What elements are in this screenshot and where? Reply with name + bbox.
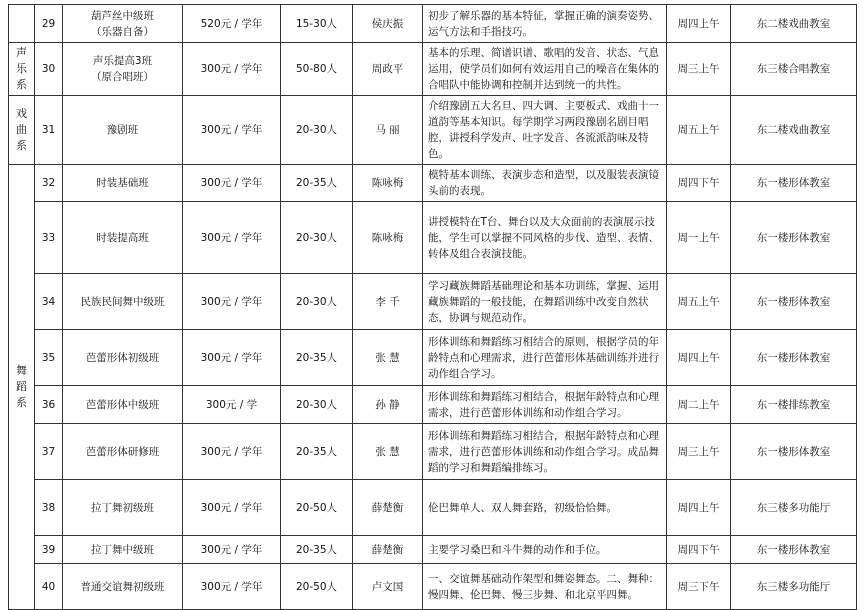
course-number: 29 bbox=[35, 5, 63, 43]
table-row bbox=[9, 5, 857, 43]
class-size: 20-30人 bbox=[281, 386, 353, 424]
course-fee: 300元 / 学 bbox=[183, 386, 281, 424]
class-time: 周五上午 bbox=[667, 274, 731, 330]
department-cell-empty bbox=[9, 5, 35, 43]
department-label: 舞蹈系 bbox=[16, 364, 27, 409]
classroom: 东三楼多功能厅 bbox=[731, 480, 857, 536]
class-time: 周四下午 bbox=[667, 536, 731, 564]
course-name: 普通交谊舞初级班 bbox=[63, 564, 183, 610]
course-description: 讲授模特在T台、舞台以及大众面前的表演展示技能，学生可以掌握不同风格的步伐、造型、表情、转体及组合表演技能。 bbox=[423, 202, 667, 274]
course-number: 36 bbox=[35, 386, 63, 424]
class-size: 20-30人 bbox=[281, 96, 353, 165]
teacher-name: 陈咏梅 bbox=[353, 202, 423, 274]
course-description: 主要学习桑巴和斗牛舞的动作和手位。 bbox=[423, 536, 667, 564]
class-time: 周二上午 bbox=[667, 386, 731, 424]
course-fee: 300元 / 学年 bbox=[183, 424, 281, 480]
table-row bbox=[9, 536, 857, 564]
course-number: 37 bbox=[35, 424, 63, 480]
course-fee: 300元 / 学年 bbox=[183, 536, 281, 564]
course-number: 40 bbox=[35, 564, 63, 610]
department-label: 声乐系 bbox=[16, 46, 27, 91]
classroom: 东一楼形体教室 bbox=[731, 536, 857, 564]
course-name: 芭蕾形体研修班 bbox=[63, 424, 183, 480]
class-size: 20-35人 bbox=[281, 424, 353, 480]
department-cell-dance bbox=[9, 165, 35, 610]
course-name: 民族民间舞中级班 bbox=[63, 274, 183, 330]
course-name: 豫剧班 bbox=[63, 96, 183, 165]
class-size: 20-35人 bbox=[281, 536, 353, 564]
teacher-name: 薛楚衡 bbox=[353, 480, 423, 536]
classroom: 东二楼戏曲教室 bbox=[731, 5, 857, 43]
course-fee: 300元 / 学年 bbox=[183, 330, 281, 386]
table-row bbox=[9, 165, 857, 202]
teacher-name: 孙 静 bbox=[353, 386, 423, 424]
course-fee: 300元 / 学年 bbox=[183, 43, 281, 96]
class-size: 20-50人 bbox=[281, 564, 353, 610]
class-size: 20-30人 bbox=[281, 202, 353, 274]
course-number: 33 bbox=[35, 202, 63, 274]
class-time: 周四上午 bbox=[667, 330, 731, 386]
teacher-name: 卢文国 bbox=[353, 564, 423, 610]
classroom: 东一楼形体教室 bbox=[731, 424, 857, 480]
department-cell-vocal bbox=[9, 43, 35, 96]
classroom: 东一楼形体教室 bbox=[731, 330, 857, 386]
class-size: 20-35人 bbox=[281, 330, 353, 386]
course-name: 时装提高班 bbox=[63, 202, 183, 274]
course-description: 初步了解乐器的基本特征，掌握正确的演奏姿势、运气方法和手指技巧。 bbox=[423, 5, 667, 43]
teacher-name: 马 丽 bbox=[353, 96, 423, 165]
course-name: 拉丁舞初级班 bbox=[63, 480, 183, 536]
course-description: 基本的乐理、简谱识谱、歌唱的发音、状态、气息运用，使学员们如何有效运用自己的噪音在集体的合唱队中能协调和控制并达到统一的共性。 bbox=[423, 43, 667, 96]
teacher-name: 薛楚衡 bbox=[353, 536, 423, 564]
class-time: 周三上午 bbox=[667, 43, 731, 96]
course-name: 葫芦丝中级班 （乐器自备） bbox=[63, 5, 183, 43]
class-time: 周三下午 bbox=[667, 564, 731, 610]
course-fee: 300元 / 学年 bbox=[183, 480, 281, 536]
course-number: 39 bbox=[35, 536, 63, 564]
table-row bbox=[9, 480, 857, 536]
course-number: 30 bbox=[35, 43, 63, 96]
class-time: 周三上午 bbox=[667, 424, 731, 480]
table-row bbox=[9, 274, 857, 330]
course-number: 32 bbox=[35, 165, 63, 202]
class-size: 20-35人 bbox=[281, 165, 353, 202]
classroom: 东二楼戏曲教室 bbox=[731, 96, 857, 165]
class-size: 20-50人 bbox=[281, 480, 353, 536]
course-fee: 300元 / 学年 bbox=[183, 96, 281, 165]
course-fee: 300元 / 学年 bbox=[183, 564, 281, 610]
teacher-name: 张 慧 bbox=[353, 330, 423, 386]
course-description: 伦巴舞单人、双人舞套路，初级恰恰舞。 bbox=[423, 480, 667, 536]
class-time: 周四上午 bbox=[667, 480, 731, 536]
course-number: 38 bbox=[35, 480, 63, 536]
course-name: 芭蕾形体初级班 bbox=[63, 330, 183, 386]
department-label: 戏曲系 bbox=[16, 107, 27, 152]
course-description: 形体训练和舞蹈练习相结合，根据年龄特点和心理需求，进行芭蕾形体训练和动作组合学习。 bbox=[423, 386, 667, 424]
class-size: 15-30人 bbox=[281, 5, 353, 43]
course-description: 形体训练和舞蹈练习相结合，根据年龄特点和心理需求，进行芭蕾形体训练和动作组合学习。成品舞蹈的学习和舞蹈编排练习。 bbox=[423, 424, 667, 480]
course-description: 形体训练和舞蹈练习相结合的原则，根据学员的年龄特点和心理需求，进行芭蕾形体基础训练并进行动作组合学习。 bbox=[423, 330, 667, 386]
table-row bbox=[9, 564, 857, 610]
course-fee: 300元 / 学年 bbox=[183, 165, 281, 202]
course-fee: 300元 / 学年 bbox=[183, 202, 281, 274]
classroom: 东一楼排练教室 bbox=[731, 386, 857, 424]
teacher-name: 周政平 bbox=[353, 43, 423, 96]
class-size: 50-80人 bbox=[281, 43, 353, 96]
table-row bbox=[9, 202, 857, 274]
classroom: 东三楼合唱教室 bbox=[731, 43, 857, 96]
classroom: 东一楼形体教室 bbox=[731, 202, 857, 274]
course-fee: 520元 / 学年 bbox=[183, 5, 281, 43]
course-fee: 300元 / 学年 bbox=[183, 274, 281, 330]
department-cell-opera bbox=[9, 96, 35, 165]
table-row bbox=[9, 330, 857, 386]
teacher-name: 侯庆振 bbox=[353, 5, 423, 43]
course-description: 模特基本训练、表演步态和造型，以及服装表演镜头前的表现。 bbox=[423, 165, 667, 202]
course-table bbox=[8, 4, 857, 610]
classroom: 东三楼多功能厅 bbox=[731, 564, 857, 610]
course-number: 34 bbox=[35, 274, 63, 330]
classroom: 东一楼形体教室 bbox=[731, 165, 857, 202]
course-name: 拉丁舞中级班 bbox=[63, 536, 183, 564]
class-time: 周五上午 bbox=[667, 96, 731, 165]
table-row bbox=[9, 386, 857, 424]
course-name: 时装基础班 bbox=[63, 165, 183, 202]
table-row bbox=[9, 96, 857, 165]
class-time: 周四上午 bbox=[667, 5, 731, 43]
course-name: 芭蕾形体中级班 bbox=[63, 386, 183, 424]
course-description: 介绍豫剧五大名旦、四大调、主要板式、戏曲十一道韵等基本知识。每学期学习两段豫剧名剧目唱腔，讲授科学发声、吐字发音、各流派韵味及特色。 bbox=[423, 96, 667, 165]
table-row bbox=[9, 424, 857, 480]
course-description: 学习藏族舞蹈基础理论和基本功训练，掌握、运用藏族舞蹈的一般技能，在舞蹈训练中改变自然状态，协调与规范动作。 bbox=[423, 274, 667, 330]
classroom: 东一楼形体教室 bbox=[731, 274, 857, 330]
class-size: 20-30人 bbox=[281, 274, 353, 330]
class-time: 周一上午 bbox=[667, 202, 731, 274]
course-name: 声乐提高3班 （原合唱班） bbox=[63, 43, 183, 96]
table-row bbox=[9, 43, 857, 96]
course-number: 35 bbox=[35, 330, 63, 386]
course-number: 31 bbox=[35, 96, 63, 165]
course-description: 一、交谊舞基础动作架型和舞姿舞态。二、舞种：慢四舞、伦巴舞、慢三步舞、和北京平四舞。 bbox=[423, 564, 667, 610]
teacher-name: 张 慧 bbox=[353, 424, 423, 480]
teacher-name: 李 千 bbox=[353, 274, 423, 330]
teacher-name: 陈咏梅 bbox=[353, 165, 423, 202]
class-time: 周四下午 bbox=[667, 165, 731, 202]
